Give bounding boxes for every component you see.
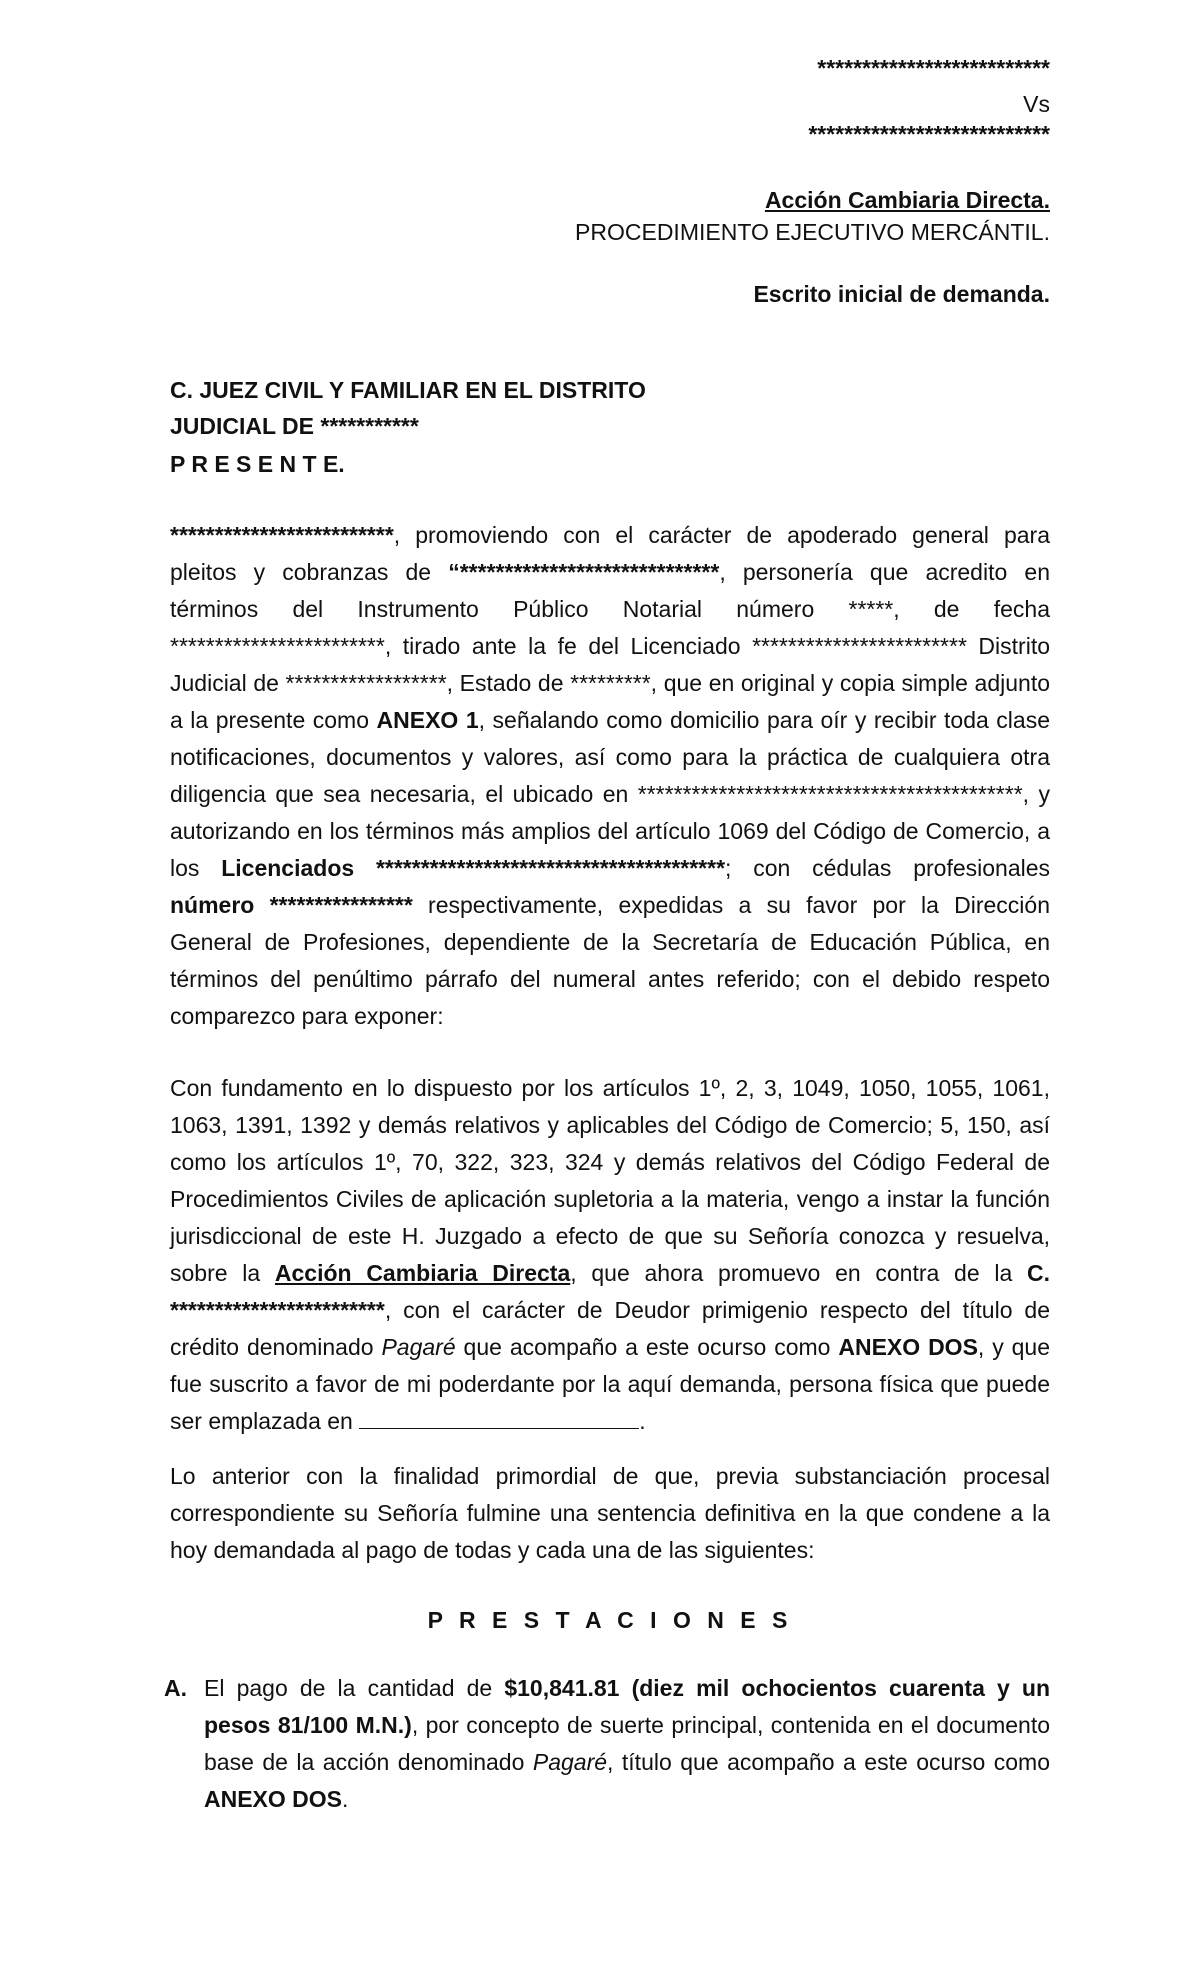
pagare-term: Pagaré — [381, 1334, 456, 1360]
party-a: ************************** — [817, 55, 1050, 81]
list-marker: A. — [164, 1675, 187, 1701]
licenciados-label: Licenciados *************************************** — [221, 855, 726, 881]
addressee-line-2: JUDICIAL DE *********** — [170, 413, 419, 439]
action-reference: Acción Cambiaria Directa — [274, 1260, 571, 1286]
text-run: , por concepto de suerte principal, contenida en el documento base de la acción denominado — [204, 1712, 1051, 1775]
text-run: , y autorizando en los términos más amplios del artículo 1069 del Código de Comercio, a los — [170, 781, 1050, 881]
text-run: . — [639, 1408, 646, 1434]
text-run: . — [342, 1786, 349, 1812]
annex-1-label: ANEXO 1 — [376, 707, 479, 733]
action-title: Acción Cambiaria Directa. — [764, 187, 1050, 213]
text-run: , personería que acredito en términos del Instrumento Público Notarial número *****, de fecha ************************, tirado ante la fe del Licenciado ************************ Distrito Judicial de ******************, Estado de *********, que en original y copia simple adjunto a la presente como — [170, 559, 1050, 733]
principal-amount: $10,841.81 (diez mil ochocientos cuarenta y un pesos 81/100 M.N.) — [204, 1675, 1050, 1738]
text-run: respectivamente, expedidas a su favor por la Dirección General de Profesiones, dependiente de la Secretaría de Educación Pública, en términos del penúltimo párrafo del numeral antes referido; con el debido respeto comparezco para exponer: — [170, 892, 1051, 1029]
text-run: , título que acompaño a este ocurso como — [607, 1749, 1050, 1775]
cedula-number: número **************** — [170, 892, 413, 918]
address-blank-line — [359, 1406, 639, 1429]
grounds-paragraph — [170, 1070, 1050, 1440]
text-run: , con el carácter de Deudor primigenio respecto del título de crédito denominado — [170, 1297, 1050, 1360]
text-run: , señalando como domicilio para oír y recibir toda clase notificaciones, documentos y valores, así como para la práctica de cualquiera otra diligencia que sea necesaria, el ubicado en ******************************************* — [170, 707, 1050, 807]
text-run: , y que fue suscrito a favor de mi poderdante por la aquí demanda, persona física que puede ser emplazada en — [170, 1334, 1050, 1434]
versus-label: Vs — [1023, 91, 1050, 117]
company-name: “***************************** — [448, 559, 720, 585]
prestaciones-heading: P R E S T A C I O N E S — [427, 1607, 793, 1633]
document-type: Escrito inicial de demanda. — [753, 281, 1050, 307]
defendant-name: C. ************************ — [170, 1260, 1050, 1323]
intro-paragraph — [170, 517, 1050, 1035]
annex-label: ANEXO DOS — [204, 1786, 343, 1812]
text-run: Con fundamento en lo dispuesto por los artículos 1º, 2, 3, 1049, 1050, 1055, 1061, 1063, 1391, 1392 y demás relativos y aplicables del Código de Comercio; 5, 150, así como los artículos 1º, 70, 322, 323, 324 y demás relativos del Código Federal de Procedimientos Civiles de aplicación supletoria a la materia, vengo a instar la función jurisdiccional de este H. Juzgado a efecto de que su Señoría conozca y resuelva, sobre la — [170, 1075, 1050, 1286]
purpose-paragraph: Lo anterior con la finalidad primordial de que, previa substanciación procesal correspondiente su Señoría fulmine una sentencia definitiva en la que condene a la hoy demandada al pago de todas y cada una de las siguientes: — [170, 1463, 1050, 1563]
addressee-line-1: C. JUEZ CIVIL Y FAMILIAR EN EL DISTRITO — [170, 377, 646, 403]
text-run: que acompaño a este ocurso como — [455, 1334, 839, 1360]
annex-2-label: ANEXO DOS — [838, 1334, 978, 1360]
text-run: ; con cédulas profesionales — [725, 855, 1051, 881]
text-run: , promoviendo con el carácter de apoderado general para pleitos y cobranzas de — [170, 522, 1050, 585]
promovente-name: ************************* — [170, 522, 394, 548]
procedure-title: PROCEDIMIENTO EJECUTIVO MERCÁNTIL. — [575, 219, 1050, 245]
text-run: El pago de la cantidad de — [204, 1675, 505, 1701]
text-run: , que ahora promuevo en contra de la — [570, 1260, 1027, 1286]
party-b: *************************** — [808, 121, 1050, 147]
prestacion-item-a — [164, 1670, 1051, 1818]
pagare-term: Pagaré — [532, 1749, 608, 1775]
addressee-line-3: P R E S E N T E. — [170, 451, 345, 477]
